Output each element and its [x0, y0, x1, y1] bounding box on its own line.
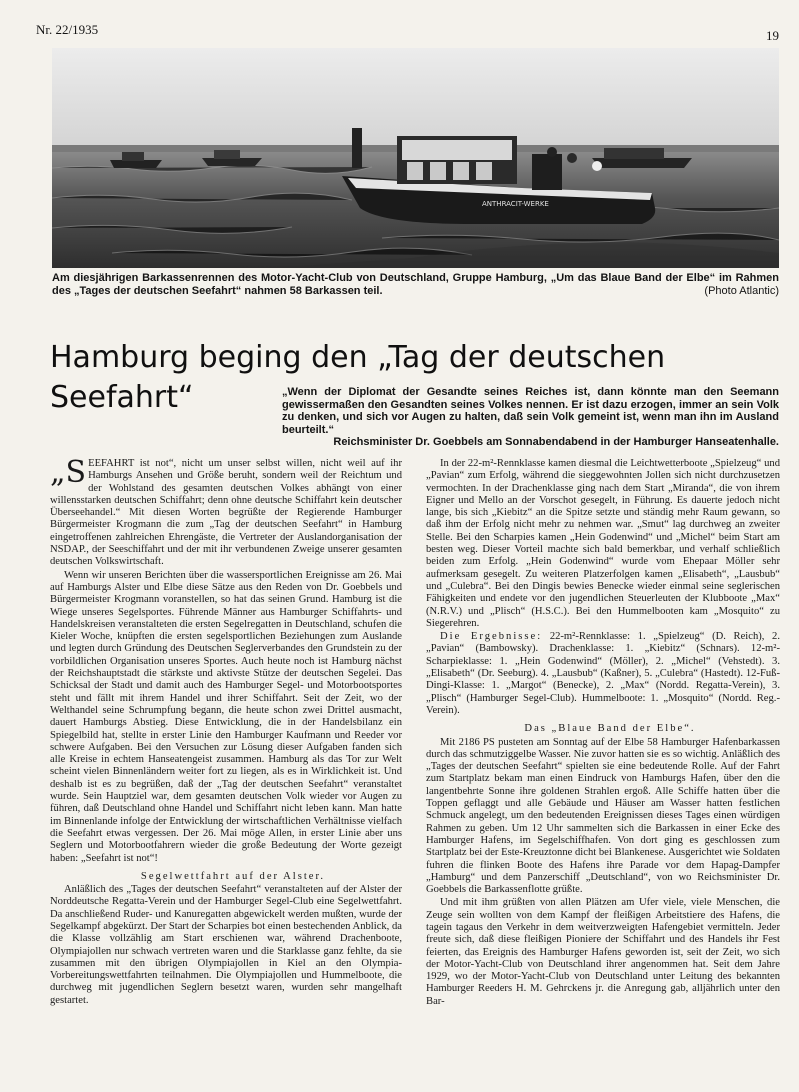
article-column-right [426, 458, 780, 1084]
page-number: 19 [766, 28, 779, 43]
photo-credit: (Photo Atlantic) [704, 285, 779, 297]
paragraph: Mit 2186 PS pusteten am Sonntag auf der Elbe 58 Hamburger Hafenbarkassen durch das schmutziggelbe Wasser. Nie zuvor hatten sie es so wichtig. Anläßlich des „Tages der deutschen Seefahrt“ spielten sie eine bedeutende Rolle. Auf der Fahrt zum Startplatz bekam man einen Eindruck von Hamburgs Hafen, über den die langentbehrte Sonne ihre goldenen Strahlen ergoß. Alle Schiffe hatten über die Toppen geflaggt und alle Gebäude und Häuser am Wasser hatten festlichen Schmuck angelegt, um den bedeutenden Ereignissen dieses Tages einen würdigen Rahmen zu geben. Um 12 Uhr sammelten sich die Barkassen in einer Ecke des Hamburger Hafens, im Segelschiffhafen. Von dort ging es geschlossen zum Startplatz bei der Este-Kreuztonne dicht bei Blankenese. Ausgerichtet wie Soldaten fuhren die flinken Boote des Hafens ihre Parade vor dem Hapag-Dampfer „Hamburg“ und dem Panzerschiff „Deutschland“, von wo Reichsminister Dr. Goebbels die Barkassenflotte grüßte. [426, 736, 780, 896]
section-heading-alster: Segelwettfahrt auf der Alster. [140, 870, 326, 882]
paragraph [50, 458, 402, 569]
dropcap: „S [50, 458, 87, 490]
paragraph: Wenn wir unseren Berichten über die wassersportlichen Ereignisse am 26. Mai auf Hamburgs Alster und Elbe diese Sätze aus den Reden von Dr. Goebbels und Bürgermeister Krogmann voranstellen, so hat das seinen Grund. Hamburg ist die Wiege unseres Segelsportes. Führende Männer aus Hamburger Schiffahrts- und Handelskreisen veranstalteten die ersten Segelregatten in Deutschland, schufen die Kieler Woche, knüpften die ersten segelsportlichen Beziehungen zum Auslande und legten durch Gründung des Deutschen Seglerverbandes den Grundstein zu der vorbildlichen Organisation unseres Sportes. Auch heute noch ist Hamburg nächst der Reichshauptstadt die stärkste und aktivste Stütze der deutschen Segelei. Das Schicksal der Stadt und damit auch des Hamburger Segel- und Motorbootsportes steht und fällt mit ihrem Handel und ihrer Schiffahrt. Seit der Zeit, wo der Welthandel seine Schrumpfung begann, die heute schon zwei Drittel ausmacht, dauert Hamburgs Abstieg. Diese Entwicklung, die in der Handelsbilanz ein Spiegelbild hat, stellte in erster Linie den Hamburger Kaufmann und Reeder vor schwere Aufgaben. Bei den Versuchen zur Lösung dieser Aufgaben fanden sich alle Kreise in echtem Hanseatengeist zusammen. Hamburg als das Tor zur Welt scheint vielen Binnenländern weiter fort zu liegen, als es in Wirklichkeit ist. Und deshalb ist es zu begrüßen, daß der „Tag der deutschen Seefahrt“ veranstaltet wurde. Sein Hauptziel war, dem gesamten deutschen Volk wieder vor Augen zu führen, daß Deutschland ohne Handel und Schiffahrt nicht leben kann. Man hatte im Binnenlande infolge der Entwicklung der wirtschaftlichen Verhältnisse vielfach die Seefahrt etwas vergessen. Der 26. Mai möge Allen, in erster Linie aber uns Seglern und Motorbootfahrern wieder die große Bedeutung der Worte gezeigt haben: „Seefahrt ist not“! [50, 569, 402, 864]
section-heading-blaues-band: Das „Blaue Band der Elbe“. [524, 723, 696, 735]
headline-line-2: Seefahrt“ [50, 380, 194, 415]
goebbels-quote: „Wenn der Diplomat der Gesandte seines Reiches ist, dann könnte man den Seemann gewissermaßen den Gesandten seines Volkes nennen. Er ist dazu erzogen, immer an sein Volk zu denken, und sich vor Augen zu halten, daß sein Volk gemeint ist, wenn man ihn im Ausland beurteilt.“ [282, 386, 779, 436]
boat-label: ANTHRACIT-WERKE [482, 200, 549, 208]
paragraph: Und mit ihm grüßten von allen Plätzen am Ufer viele, viele Menschen, die Zeuge sein wollten von dem Kampf der fleißigen Arbeitstiere des Hafens, die tagein tagaus den Verkehr in dem weitverzweigten Hafengebiet vermitteln. Jeder freute sich, daß diese fleißigen Pioniere der Schiffahrt und des Handels ihr Fest feierten, das Ereignis des Hamburger Hafens geworden ist, seit der Zeit, wo sich der Motor-Yacht-Club von Deutschland ihrer angenommen hat. Seit dem Jahre 1929, wo der Motor-Yacht-Club von Deutschland unter Leitung des bekannten Hamburger Reeders H. M. Gehrckens jr. die Anregung gab, alljährlich unter den Bar- [426, 897, 780, 1007]
caption-text: Am diesjährigen Barkassenrennen des Motor-Yacht-Club von Deutschland, Gruppe Hamburg, „Um das Blaue Band der Elbe“ im Rahmen des „Tages der deutschen Seefahrt“ nahmen 58 Barkassen teil. [52, 272, 779, 297]
headline-line-1: Hamburg beging den „Tag der deutschen [50, 340, 666, 375]
regatta-photo [52, 48, 779, 268]
results-text: 22-m²-Rennklasse: 1. „Spielzeug“ (D. Reich), 2. „Pavian“ (Bambowsky). Drachenklasse: 1. „Kiebitz“ (Schnars). 12-m²-Scharpieklasse: 1. „Hein Godenwind“ (Möller), 2. „Michel“ (Vehstedt). 3. „Elisabeth“ (Dr. Seeburg). 4. „Lausbub“ (Kaßner), 5. „Culebra“ (Hastedt). 12-Fuß-Dingi-Klasse: 1. „Margot“ (Benecke), 2. „Max“ (Nordd. Regatta-Verein), 3. „Plisch“ (Hamburger Segel-Club). Hummelboote: 1. „Mosquito“ (Nordd. Reg.-Verein). [426, 631, 780, 716]
article-column-left [50, 458, 402, 1084]
paragraph: Anläßlich des „Tages der deutschen Seefahrt“ veranstalteten auf der Alster der Norddeutsche Regatta-Verein und der Hamburger Segel-Club eine Segelwettfahrt. Da anschließend Ruder- und Kanuregatten abgewickelt werden mußten, wurde der Segelkampf abgekürzt. Der Start der Scharpies bot einen bestechenden Anblick, da die Klasse vollzählig am Start erschienen war, während Drachenboote, Olympiajollen nur schwach vertreten waren und die Starklasse ganz fehlte, da sie zusammen mit den übrigen Olympiajollen in Kiel an den Olympia-Vorbereitungswettfahrten teilnahmen. Die Olympiajollen und Hummelboote, die durchweg mit jugendlichen Seglern besetzt waren, wurden sehr mangelhaft gestartet. [50, 884, 402, 1006]
results-paragraph [426, 631, 780, 717]
paragraph: In der 22-m²-Rennklasse kamen diesmal die Leichtwetterboote „Spielzeug“ und „Pavian“ zum Erfolg, während die sieggewohnten Jollen sich nicht durchzusetzen vermochten. In der Drachenklasse ging nach dem Start „Miranda“, die von ihrem Eigner und Mello an der Vorschot gesegelt, in Führung. Es dauerte jedoch nicht lange, bis sich „Kiebitz“ an die Spitze setzte und ständig mehr Raum gewann, so daß ihm der Erfolg nicht mehr zu nehmen war. „Smut“ lag durchweg an zweiter Stelle. Bei den Scharpies kamen „Hein Godenwind“ und „Michel“ beim Start am besten weg. Dieser Vorteil machte sich bald bemerkbar, und verhalf schließlich beiden zum Erfolg. „Hein Godenwind“ wurde vom Ehepaar Möller sehr aufmerksam gesegelt. Zu weiteren Platzerfolgen kamen „Elisabeth“, „Lausbub“ und „Culebra“. Bei den Dingis bewies Benecke wieder einmal seine seglerischen Fähigkeiten und endete vor den jugendlichen Steuerleuten der Klubboote „Max“ (N.R.V.) und „Plisch“ (H.S.C.). Bei den Hummelbooten kam „Mosquito“ zu Siegerehren. [426, 458, 780, 629]
results-label: Die Ergebnisse: [440, 631, 543, 643]
photo-caption [52, 272, 779, 298]
paragraph-text: EEFAHRT ist not“, nicht um unser selbst willen, nicht weil auf ihr Hamburgs Ansehen und Größe beruht, sondern weil der Reichtum und der Wohlstand des gesamten deutschen Volkes abhängt von einer willensstarken deutschen Schiffahrt; denn ohne deutsche Schiffahrt kein deutscher Überseehandel.“ Mit diesen Worten begrüßte der Regierende Hamburger Bürgermeister Krogmann die zum „Tag der deutschen Seefahrt“ in Hamburg eingetroffenen zahlreichen Ehrengäste, die Vertreter der Auslandorganisation der NSDAP., der Seeschiffahrt und der mit ihr verbundenen Zweige unserer gesamten deutschen Volkswirtschaft. [50, 458, 402, 568]
quote-attribution: Reichsminister Dr. Goebbels am Sonnabendabend in der Hamburger Hanseatenhalle. [333, 436, 779, 448]
issue-number: Nr. 22/1935 [36, 22, 99, 37]
